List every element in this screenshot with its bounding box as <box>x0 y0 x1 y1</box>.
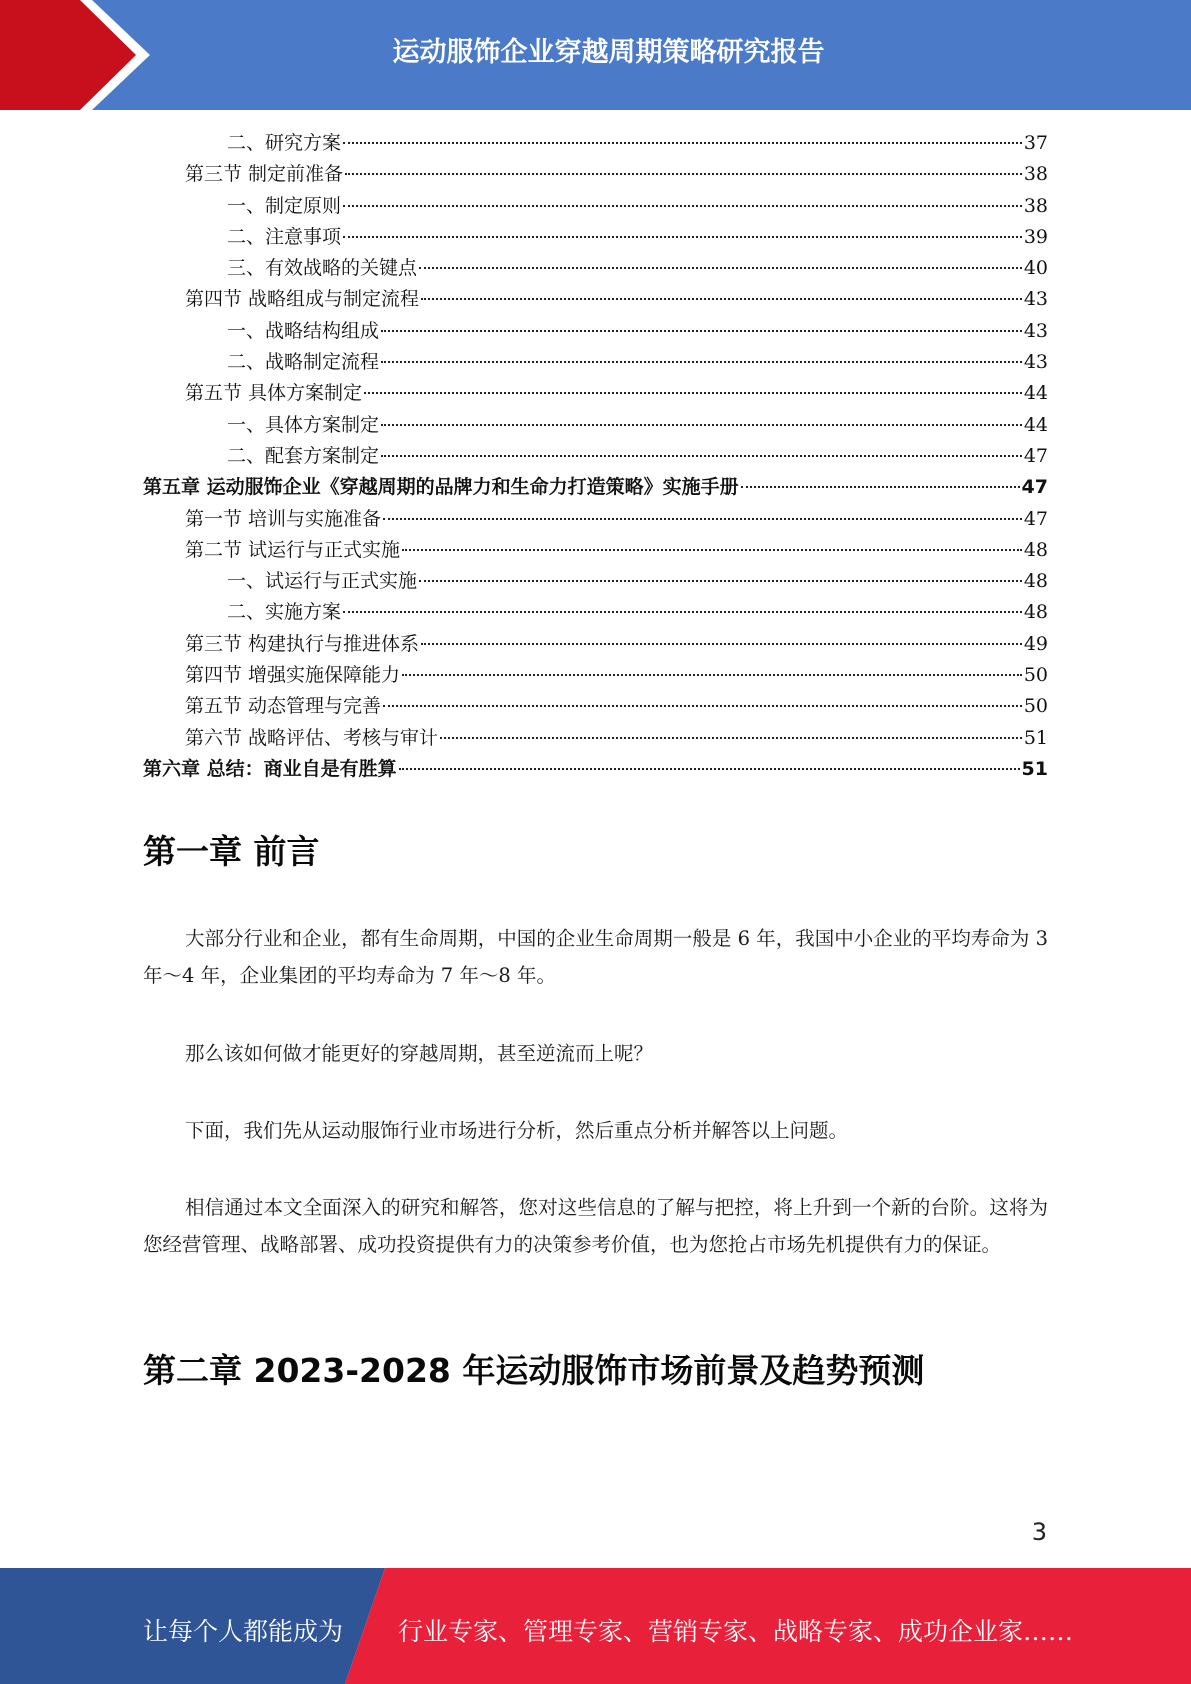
toc-entry[interactable] <box>143 535 1048 566</box>
toc-entry-label: 第五章 运动服饰企业《穿越周期的品牌力和生命力打造策略》实施手册 <box>143 476 739 499</box>
toc-dot-leader <box>381 423 1022 426</box>
toc-entry[interactable] <box>143 347 1048 378</box>
toc-entry[interactable] <box>143 284 1048 315</box>
toc-entry-label: 第六章 总结：商业自是有胜算 <box>143 757 397 780</box>
toc-entry[interactable] <box>143 222 1048 253</box>
toc-entry-label: 二、研究方案 <box>227 132 342 154</box>
toc-entry-label: 第三节 构建执行与推进体系 <box>185 632 420 655</box>
toc-entry-page: 40 <box>1023 257 1048 280</box>
toc-dot-leader <box>741 485 1020 488</box>
toc-entry-label: 第五节 具体方案制定 <box>185 382 363 405</box>
toc-dot-leader <box>343 141 1022 144</box>
page-header <box>0 0 1191 110</box>
toc-dot-leader <box>345 172 1022 175</box>
toc-entry-page: 48 <box>1023 601 1048 624</box>
toc-entry-page: 38 <box>1023 163 1048 186</box>
toc-entry-page: 48 <box>1023 570 1048 593</box>
toc-entry-label: 第一节 培训与实施准备 <box>185 507 382 530</box>
footer-slogan-left: 让每个人都能成为 <box>143 1617 344 1646</box>
toc-entry-page: 47 <box>1023 507 1048 530</box>
toc-entry-page: 47 <box>1021 476 1048 499</box>
toc-entry[interactable] <box>143 410 1048 441</box>
paragraph: 大部分行业和企业，都有生命周期，中国的企业生命周期一般是 6 年，我国中小企业的平均寿命为 3 年～4 年，企业集团的平均寿命为 7 年～8 年。 <box>143 927 1048 987</box>
toc-entry[interactable] <box>143 629 1048 660</box>
toc-entry-label: 第六节 战略评估、考核与审计 <box>185 726 439 749</box>
toc-dot-leader <box>343 204 1022 207</box>
page-number: 3 <box>1031 1518 1047 1546</box>
toc-entry[interactable] <box>143 378 1048 409</box>
toc-dot-leader <box>364 391 1022 394</box>
toc-entry-label: 一、制定原则 <box>227 194 342 217</box>
toc-entry[interactable] <box>143 128 1048 159</box>
toc-entry-page: 50 <box>1023 664 1048 687</box>
toc-entry-label: 二、配套方案制定 <box>227 444 380 467</box>
toc-entry-page: 39 <box>1023 225 1048 248</box>
toc-entry-page: 44 <box>1023 382 1048 405</box>
toc-entry[interactable] <box>143 191 1048 222</box>
chapter-heading: 第二章 2023-2028 年运动服饰市场前景及趋势预测 <box>143 1351 925 1390</box>
toc-dot-leader <box>343 610 1022 613</box>
toc-entry[interactable] <box>143 504 1048 535</box>
toc-entry-label: 二、战略制定流程 <box>227 351 380 374</box>
toc-entry-page: 43 <box>1023 319 1048 342</box>
toc-entry-page: 51 <box>1023 726 1048 749</box>
toc-entry-label: 三、有效战略的关键点 <box>227 257 418 280</box>
toc-entry-page: 43 <box>1023 288 1048 311</box>
toc-dot-leader <box>381 360 1022 363</box>
toc-entry[interactable] <box>143 253 1048 284</box>
toc-entry[interactable] <box>143 691 1048 722</box>
chapter-heading: 第一章 前言 <box>143 832 320 871</box>
toc-entry-label: 一、具体方案制定 <box>227 413 380 436</box>
toc-dot-leader <box>421 297 1022 300</box>
toc-entry-page: 49 <box>1023 632 1048 655</box>
toc-entry-label: 第三节 制定前准备 <box>185 163 344 186</box>
toc-entry[interactable] <box>143 566 1048 597</box>
toc-dot-leader <box>419 266 1022 269</box>
toc-entry-page: 38 <box>1023 194 1048 217</box>
toc-dot-leader <box>383 517 1022 520</box>
toc-entry-page: 51 <box>1021 757 1048 780</box>
table-of-contents <box>143 128 1048 785</box>
toc-entry-label: 第四节 战略组成与制定流程 <box>185 288 420 311</box>
toc-entry[interactable] <box>143 723 1048 754</box>
toc-entry[interactable] <box>143 597 1048 628</box>
toc-dot-leader <box>402 548 1022 551</box>
toc-entry-label: 一、战略结构组成 <box>227 319 380 342</box>
page-footer <box>0 1568 1191 1684</box>
toc-entry-label: 二、注意事项 <box>227 225 342 248</box>
toc-entry-page: 44 <box>1023 413 1048 436</box>
toc-entry[interactable] <box>143 660 1048 691</box>
toc-entry-label: 第二节 试运行与正式实施 <box>185 538 401 561</box>
toc-dot-leader <box>402 673 1022 676</box>
toc-entry-page: 48 <box>1023 538 1048 561</box>
toc-dot-leader <box>381 454 1022 457</box>
toc-entry-page: 43 <box>1023 351 1048 374</box>
toc-entry-label: 第四节 增强实施保障能力 <box>185 664 401 687</box>
toc-dot-leader <box>383 704 1022 707</box>
paragraph: 那么该如何做才能更好的穿越周期，甚至逆流而上呢？ <box>185 1042 654 1065</box>
header-title: 运动服饰企业穿越周期策略研究报告 <box>392 37 825 68</box>
toc-dot-leader <box>419 579 1022 582</box>
toc-entry[interactable] <box>143 159 1048 190</box>
toc-entry-label: 一、试运行与正式实施 <box>227 570 418 593</box>
toc-entry-label: 第五节 动态管理与完善 <box>185 695 382 718</box>
toc-entry[interactable] <box>143 754 1048 785</box>
toc-dot-leader <box>381 329 1022 332</box>
toc-entry-page: 37 <box>1023 132 1048 154</box>
toc-entry[interactable] <box>143 441 1048 472</box>
paragraph: 下面，我们先从运动服饰行业市场进行分析，然后重点分析并解答以上问题。 <box>185 1119 849 1142</box>
footer-slogan-right: 行业专家、管理专家、营销专家、战略专家、成功企业家…… <box>398 1617 1074 1646</box>
toc-entry[interactable] <box>143 472 1048 503</box>
toc-dot-leader <box>440 736 1022 739</box>
toc-dot-leader <box>343 235 1022 238</box>
toc-entry[interactable] <box>143 316 1048 347</box>
toc-entry-page: 47 <box>1023 444 1048 467</box>
toc-entry-label: 二、实施方案 <box>227 601 342 624</box>
toc-dot-leader <box>421 642 1022 645</box>
paragraph: 相信通过本文全面深入的研究和解答，您对这些信息的了解与把控，将上升到一个新的台阶。这将为您经营管理、战略部署、成功投资提供有力的决策参考价值，也为您抢占市场先机提供有力的保证。 <box>143 1196 1048 1256</box>
toc-entry-page: 50 <box>1023 695 1048 718</box>
toc-dot-leader <box>399 767 1020 770</box>
